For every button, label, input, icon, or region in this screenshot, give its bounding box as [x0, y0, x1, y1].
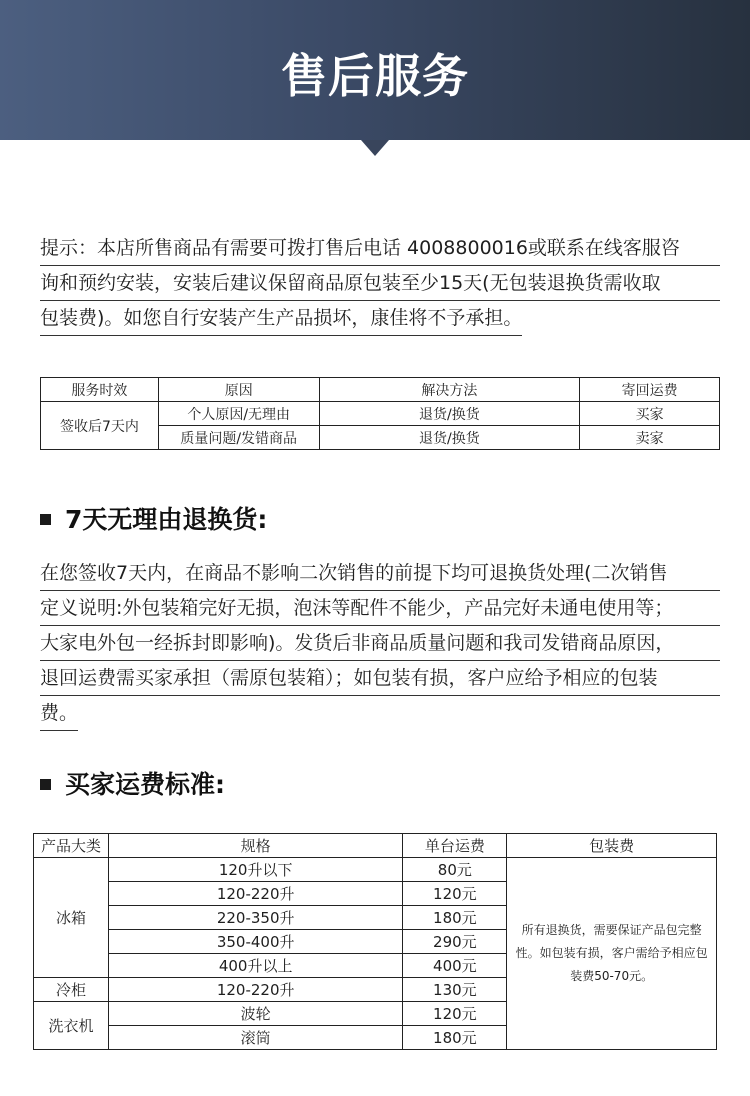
table-header-cell: 服务时效: [41, 378, 159, 402]
section-heading-text: 买家运费标准:: [65, 770, 225, 799]
table-header-row: [41, 378, 720, 402]
service-table: [40, 377, 720, 450]
policy-line: 退回运费需买家承担（需原包装箱）；如包装有损，客户应给予相应的包装: [40, 661, 720, 696]
notice-paragraph: [40, 231, 720, 341]
reason-cell: 质量问题/发错商品: [158, 426, 319, 450]
section-heading-return: [40, 500, 267, 536]
solution-cell: 退货/换货: [319, 402, 580, 426]
fee-cell: 120元: [403, 1002, 507, 1026]
table-row: [41, 402, 720, 426]
spec-cell: 120-220升: [108, 978, 403, 1002]
bullet-square-icon: [40, 514, 51, 525]
table-header-cell: 寄回运费: [580, 378, 720, 402]
fee-cell: 120元: [403, 882, 507, 906]
notice-line: 询和预约安装，安装后建议保留商品原包装至少15天(无包装退换货需收取: [40, 266, 720, 301]
fee-cell: 400元: [403, 954, 507, 978]
fee-cell: 80元: [403, 858, 507, 882]
solution-cell: 退货/换货: [319, 426, 580, 450]
category-cell: 冷柜: [34, 978, 109, 1002]
policy-line: 费。: [40, 696, 78, 731]
fee-cell: 180元: [403, 906, 507, 930]
table-header-cell: 规格: [108, 834, 403, 858]
table-header-cell: 解决方法: [319, 378, 580, 402]
table-row: [34, 858, 717, 882]
fee-payer-cell: 买家: [580, 402, 720, 426]
section-heading-text: 7天无理由退换货:: [65, 505, 268, 534]
shipping-fee-table: [33, 833, 717, 1050]
policy-line: 大家电外包一经拆封即影响)。发货后非商品质量问题和我司发错商品原因，: [40, 626, 720, 661]
spec-cell: 滚筒: [108, 1026, 403, 1050]
fee-payer-cell: 卖家: [580, 426, 720, 450]
table-header-row: [34, 834, 717, 858]
fee-cell: 130元: [403, 978, 507, 1002]
fee-cell: 180元: [403, 1026, 507, 1050]
table-header-cell: 包装费: [507, 834, 717, 858]
spec-cell: 120-220升: [108, 882, 403, 906]
spec-cell: 400升以上: [108, 954, 403, 978]
table-header-cell: 产品大类: [34, 834, 109, 858]
spec-cell: 120升以下: [108, 858, 403, 882]
category-cell: 冰箱: [34, 858, 109, 978]
packaging-note-cell: 所有退换货，需要保证产品包完整性。如包装有损，客户需给予相应包装费50-70元。: [507, 858, 717, 1050]
table-header-cell: 原因: [158, 378, 319, 402]
policy-line: 在您签收7天内，在商品不影响二次销售的前提下均可退换货处理(二次销售: [40, 556, 720, 591]
notice-line: 提示：本店所售商品有需要可拨打售后电话 4008800016或联系在线客服咨: [40, 231, 720, 266]
spec-cell: 220-350升: [108, 906, 403, 930]
bullet-square-icon: [40, 779, 51, 790]
spec-cell: 波轮: [108, 1002, 403, 1026]
notice-line: 包装费)。如您自行安装产生产品损坏，康佳将不予承担。: [40, 301, 522, 336]
service-period-cell: 签收后7天内: [41, 402, 159, 450]
header-banner: [0, 0, 750, 140]
section-heading-shipping: [40, 765, 225, 801]
reason-cell: 个人原因/无理由: [158, 402, 319, 426]
fee-cell: 290元: [403, 930, 507, 954]
category-cell: 洗衣机: [34, 1002, 109, 1050]
spec-cell: 350-400升: [108, 930, 403, 954]
page-title: 售后服务: [281, 49, 469, 103]
table-header-cell: 单台运费: [403, 834, 507, 858]
return-policy-paragraph: [40, 556, 720, 736]
policy-line: 定义说明:外包装箱完好无损，泡沫等配件不能少，产品完好未通电使用等；: [40, 591, 720, 626]
banner-pointer: [361, 140, 389, 156]
